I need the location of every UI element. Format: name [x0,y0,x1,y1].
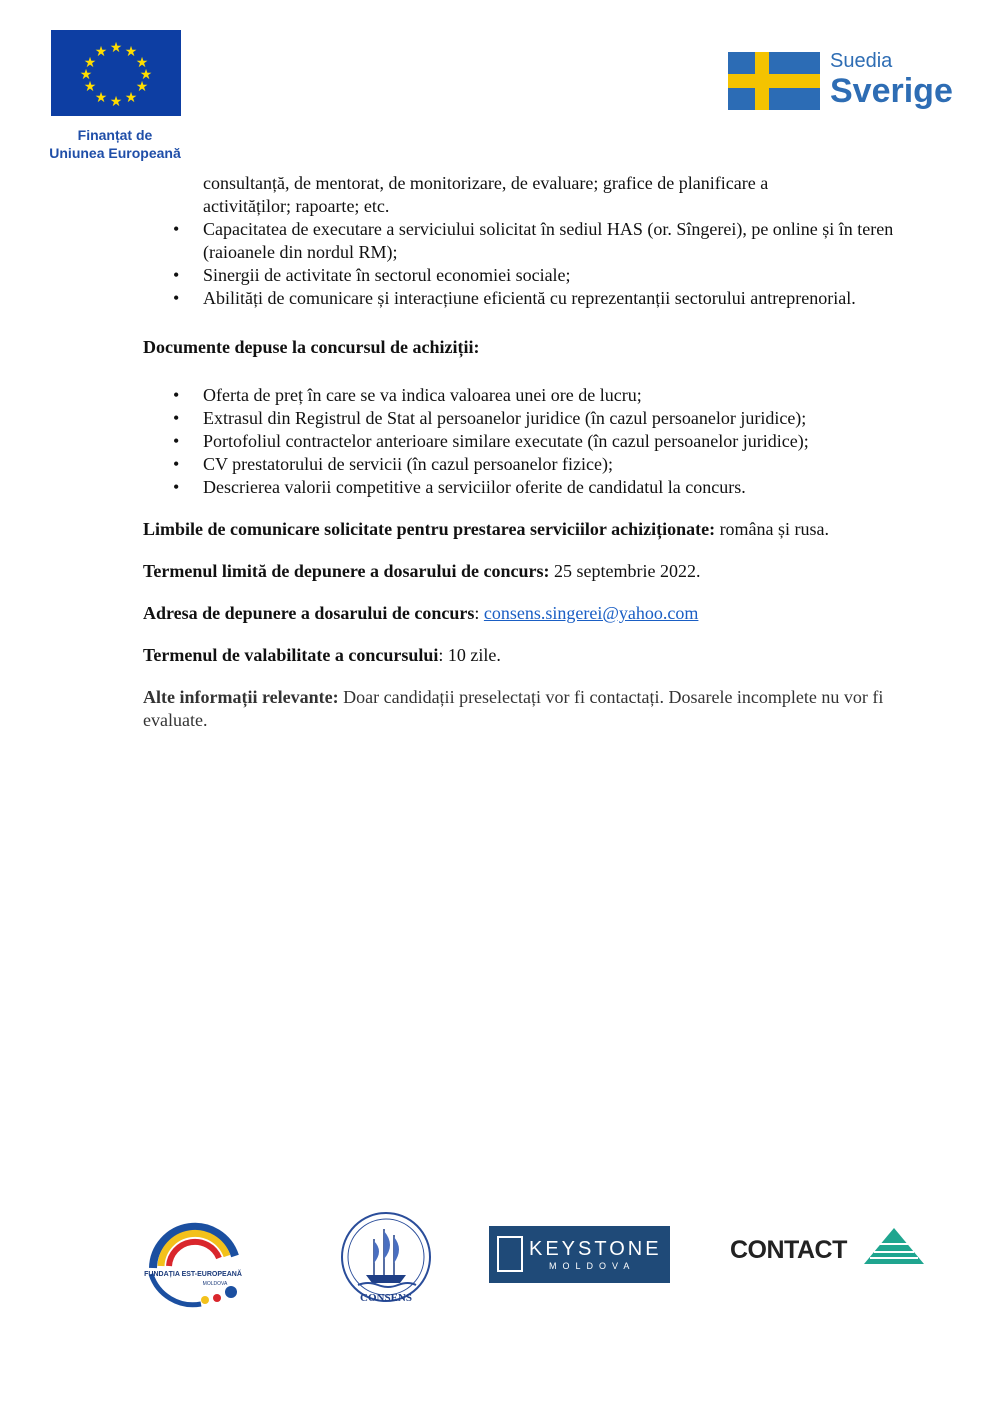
contact-logo-text: CONTACT [730,1236,847,1264]
list-item: • Extrasul din Registrul de Stat al persoanelor juridice (în cazul persoanelor juridice); [143,407,933,430]
sweden-line2: Sverige [830,72,953,110]
svg-text:★: ★ [83,55,97,71]
other-info-value: Doar candidații preselectați vor fi contactați. Dosarele incomplete nu vor fi evaluate. [143,687,884,730]
deadline-paragraph [143,560,933,583]
svg-text:★: ★ [83,79,97,95]
document-body [143,172,933,732]
svg-text:★: ★ [124,90,138,106]
validity-label: Termenul de valabilitate a concursului [143,645,439,665]
capacity-list [143,218,933,310]
email-link[interactable]: consens.singerei@yahoo.com [483,603,699,623]
list-item: • Portofoliul contractelor anterioare similare executate (în cazul persoanelor juridice); [143,430,933,453]
address-paragraph [143,602,933,625]
fee-logo-line2: MOLDOVA [202,1281,228,1287]
sweden-logo-text [830,50,953,110]
documents-list [143,384,933,499]
eu-flag-icon [51,30,181,116]
languages-paragraph [143,518,933,541]
other-info-label: Alte informații relevante: [143,687,339,707]
eu-logo [40,30,190,162]
svg-text:★: ★ [135,79,149,95]
list-item: • CV prestatorului de servicii (în cazul persoanelor fizice); [143,453,933,476]
keystone-logo-sub: MOLDOVA [549,1261,636,1271]
continuation-line1: consultanță, de mentorat, de monitorizare, de evaluare; grafice de planificare a [203,173,769,193]
consens-logo-text: CONSENS [360,1292,412,1304]
list-item: • Abilități de comunicare și interacțiune eficientă cu reprezentanții sectorului antreprenorial. [143,287,933,310]
deadline-label: Termenul limită de depunere a dosarului de concurs: [143,561,550,581]
sweden-flag-icon [728,52,820,110]
svg-text:★: ★ [109,40,123,56]
consens-ship-icon [338,1205,434,1309]
consens-logo [338,1205,434,1309]
validity-paragraph [143,644,933,667]
eu-logo-caption [40,126,190,162]
svg-text:★: ★ [79,67,93,83]
validity-value: : 10 zile. [438,645,501,665]
languages-value: româna și rusa. [715,519,830,539]
keystone-moldova-logo [489,1226,670,1283]
continuation-text [203,172,933,218]
address-separator: : [474,603,484,623]
keystone-mark-icon [497,1236,523,1272]
eu-caption-line1: Finanțat de [77,127,153,143]
sweden-line1: Suedia [830,50,893,72]
list-item: • Oferta de preț în care se va indica valoarea unei ore de lucru; [143,384,933,407]
contact-logo [730,1226,930,1270]
fee-logo-icon [143,1208,243,1308]
keystone-logo-title: KEYSTONE [529,1238,662,1260]
svg-text:★: ★ [94,90,108,106]
fundatia-est-europeana-logo [143,1208,243,1308]
svg-text:★: ★ [135,55,149,71]
continuation-line2: activităților; rapoarte; etc. [203,196,390,216]
contact-triangle-icon [862,1226,926,1266]
eu-stars-icon [51,30,181,116]
eu-caption-line2: Uniunea Europeană [49,145,181,161]
svg-text:★: ★ [109,94,123,110]
sweden-logo [728,50,968,114]
svg-text:★: ★ [124,44,138,60]
list-item: • Descrierea valorii competitive a serviciilor oferite de candidatul la concurs. [143,476,933,499]
documents-heading: Documente depuse la concursul de achiziții: [143,337,480,357]
other-info-paragraph [143,686,933,732]
list-item: • Capacitatea de executare a serviciului solicitat în sediul HAS (or. Sîngerei), pe online și în teren (raioanele din nordul RM); [143,218,933,264]
deadline-value: 25 septembrie 2022. [549,561,701,581]
svg-text:★: ★ [94,44,108,60]
fee-logo-line1: FUNDAȚIA EST-EUROPEANĂ [144,1271,242,1278]
address-label: Adresa de depunere a dosarului de concurs [143,603,475,623]
svg-text:★: ★ [139,67,153,83]
languages-label: Limbile de comunicare solicitate pentru prestarea serviciilor achiziționate: [143,519,716,539]
list-item: • Sinergii de activitate în sectorul economiei sociale; [143,264,933,287]
